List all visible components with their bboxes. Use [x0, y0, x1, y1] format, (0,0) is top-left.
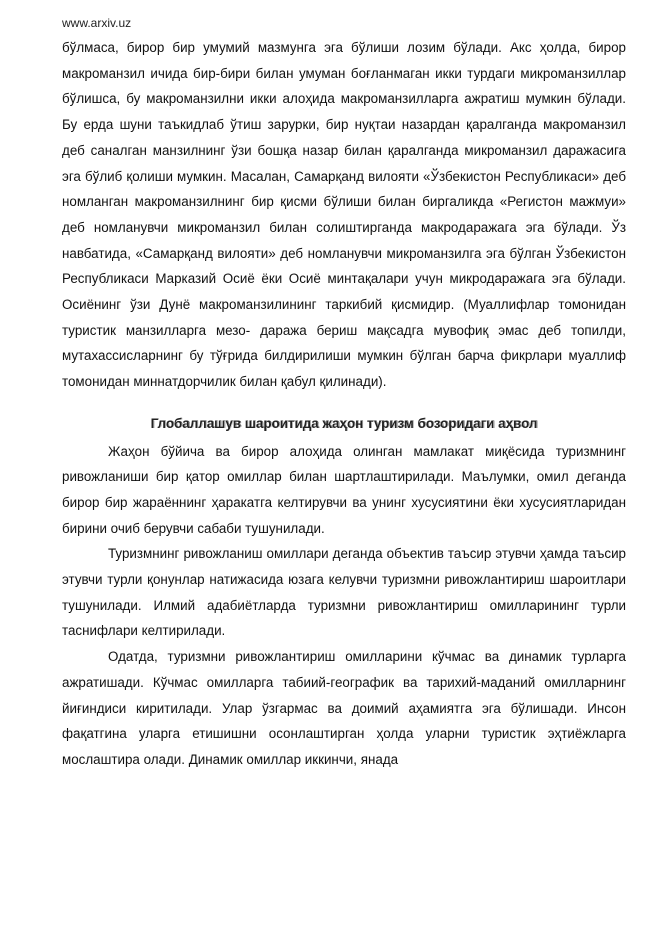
document-page: [62, 16, 626, 773]
paragraph-development-conditions: Туризмнинг ривожланиш омиллари деганда объектив таъсир этувчи ҳамда таъсир этувчи турли қонунлар натижасида юзага келувчи туризмни ривожлантириш шароитлари тушунилади. Илмий адабиётларда туризмни ривожлантириш омилларининг турли таснифлари келтирилади.: [62, 546, 626, 639]
paragraph-tourism-development-factors: Жаҳон бўйича ва бирор алоҳида олинган мамлакат миқёсида туризмнинг ривожланиши бир қатор омиллар билан шартлаштирилади. Маълумки, омил деганда бирор бир жараённинг ҳаракатга келтирувчи ва унинг хусусиятини ёки хусусиятларидан бирини очиб берувчи сабаби тушунилади.: [62, 443, 626, 536]
paragraph-static-dynamic-factors: Одатда, туризмни ривожлантириш омилларини кўчмас ва динамик турларга ажратишади. Кўчмас омилларга табиий-географик ва тарихий-маданий омилларнинг йиғиндиси киритилади. Улар ўзгармас ва доимий аҳамиятга эга бўлишади. Инсон фақатгина уларга етишишни осонлаштирган ҳолда уларни туристик эҳтиёжларга мослаштира олади. Динамик омиллар иккинчи, янада: [62, 649, 626, 767]
paragraph-macro-micro-destinations: бўлмаса, бирор бир умумий мазмунга эга бўлиши лозим бўлади. Акс ҳолда, бирор макроманзил ичида бир-бири билан умуман боғланмаган икки турдаги микроманзиллар бўлишса, бу макроманзилни икки алоҳида макроманзилларга ажратиш мумкин бўлади. Бу ерда шуни таъкидлаб ўтиш зарурки, бир нуқтаи назардан қаралганда макроманзил деб саналган манзилнинг ўзи бошқа назар билан қаралганда микроманзил даражасига эга бўлиб қолиши мумкин. Масалан, Самарқанд вилояти «Ўзбекистон Республикаси» деб номланган макроманзилнинг бир қисми бўлиши билан биргаликда «Регистон мажмуи» деб номланувчи микроманзил билан солиштирганда макродаражага эга бўлади. Ўз навбатида, «Самарқанд вилояти» деб номланувчи микроманзилга эга бўлган Ўзбекистон Республикаси Марказий Осиё ёки Осиё минтақалари учун микродаражага эга бўлади. Осиёнинг ўзи Дунё макроманзилининг таркибий қисмидир. (Муаллифлар томонидан туристик манзилларга мезо- даража бериш мақсадга мувофиқ эмас деб топилди, мутахассисларнинг бу тўғрида билдирилиши мумкин бўлган барча фикрлари муаллиф томонидан миннатдорчилик билан қабул қилинади).: [62, 40, 626, 390]
site-url-header: www.arxiv.uz: [62, 16, 132, 30]
section-heading: Глобаллашув шароитида жаҳон туризм бозоридаги аҳвол: [150, 415, 538, 431]
